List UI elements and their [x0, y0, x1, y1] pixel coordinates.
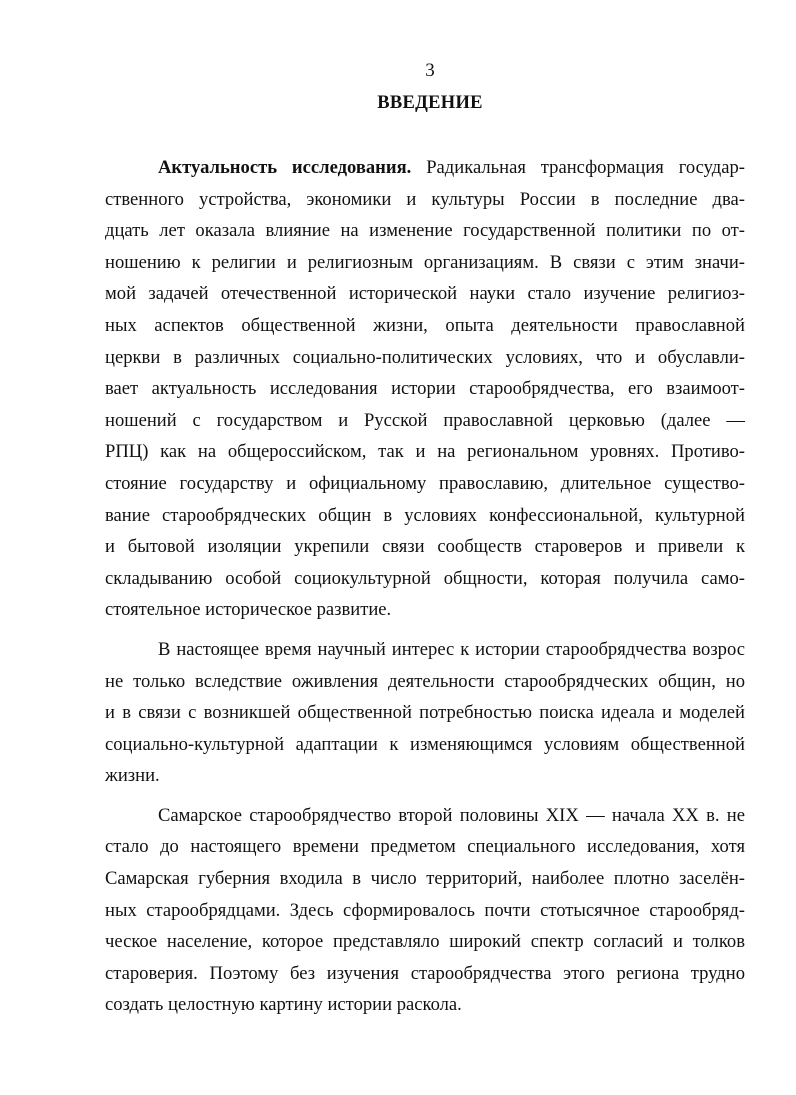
text-line: и бытовой изоляции укрепили связи сообществ староверов и привели к — [105, 536, 745, 558]
text-line: стояние государству и официальному православию, длительное существо- — [105, 472, 745, 494]
text-line: Самарская губерния входила в число территорий, наиболее плотно заселён- — [105, 868, 745, 890]
text-line: социально-культурной адаптации к изменяющимся условиям общественной — [105, 733, 745, 755]
text-line: ческое население, которое представляло широкий спектр согласий и толков — [105, 931, 745, 953]
text-line: складыванию особой социокультурной общности, которая получила само- — [105, 567, 745, 589]
text-fragment: Радикальная трансформация государ- — [411, 157, 745, 178]
text-line: В настоящее время научный интерес к истории старообрядчества возрос — [158, 638, 745, 660]
text-line: церкви в различных социально-политических условиях, что и обуславли- — [105, 346, 745, 368]
paragraph-interest — [105, 634, 745, 792]
text-line: ношений с государством и Русской православной церковью (далее — — [105, 409, 745, 431]
text-line: не только вследствие оживления деятельности старообрядческих общин, но — [105, 670, 745, 692]
section-heading: ВВЕДЕНИЕ — [377, 93, 483, 113]
text-line: ношению к религии и религиозным организациям. В связи с этим значи- — [105, 251, 745, 273]
text-line: РПЦ) как на общероссийском, так и на региональном уровнях. Противо- — [105, 441, 745, 463]
text-line: и в связи с возникшей общественной потребностью поиска идеала и моделей — [105, 702, 745, 724]
paragraph-relevance — [105, 152, 745, 626]
text-line: стоятельное историческое развитие. — [105, 599, 392, 621]
text-line: ственного устройства, экономики и культуры России в последние два- — [105, 188, 745, 210]
text-line: ных аспектов общественной жизни, опыта деятельности православной — [105, 314, 745, 336]
page-number: 3 — [425, 60, 435, 81]
text-line: староверия. Поэтому без изучения старообрядчества этого региона трудно — [105, 962, 745, 984]
text-line: мой задачей отечественной исторической науки стало изучение религиоз- — [105, 283, 745, 305]
text-line: жизни. — [105, 765, 160, 787]
text-line: вание старообрядческих общин в условиях конфессиональной, культурной — [105, 504, 745, 526]
paragraph-samara — [105, 800, 745, 1021]
text-line: ных старообрядцами. Здесь сформировалось почти стотысячное старообряд- — [105, 899, 745, 921]
text-line: Самарское старообрядчество второй половины XIX — начала XX в. не — [158, 804, 745, 826]
text-line — [105, 152, 745, 184]
text-line: стало до настоящего времени предметом специального исследования, хотя — [105, 836, 745, 858]
text-line: вает актуальность исследования истории старообрядчества, его взаимоот- — [105, 378, 745, 400]
document-body — [105, 152, 745, 1021]
lead-term: Актуальность исследования. — [158, 157, 412, 178]
text-line: дцать лет оказала влияние на изменение государственной политики по от- — [105, 220, 745, 242]
text-line: создать целостную картину истории раскола. — [105, 994, 462, 1016]
